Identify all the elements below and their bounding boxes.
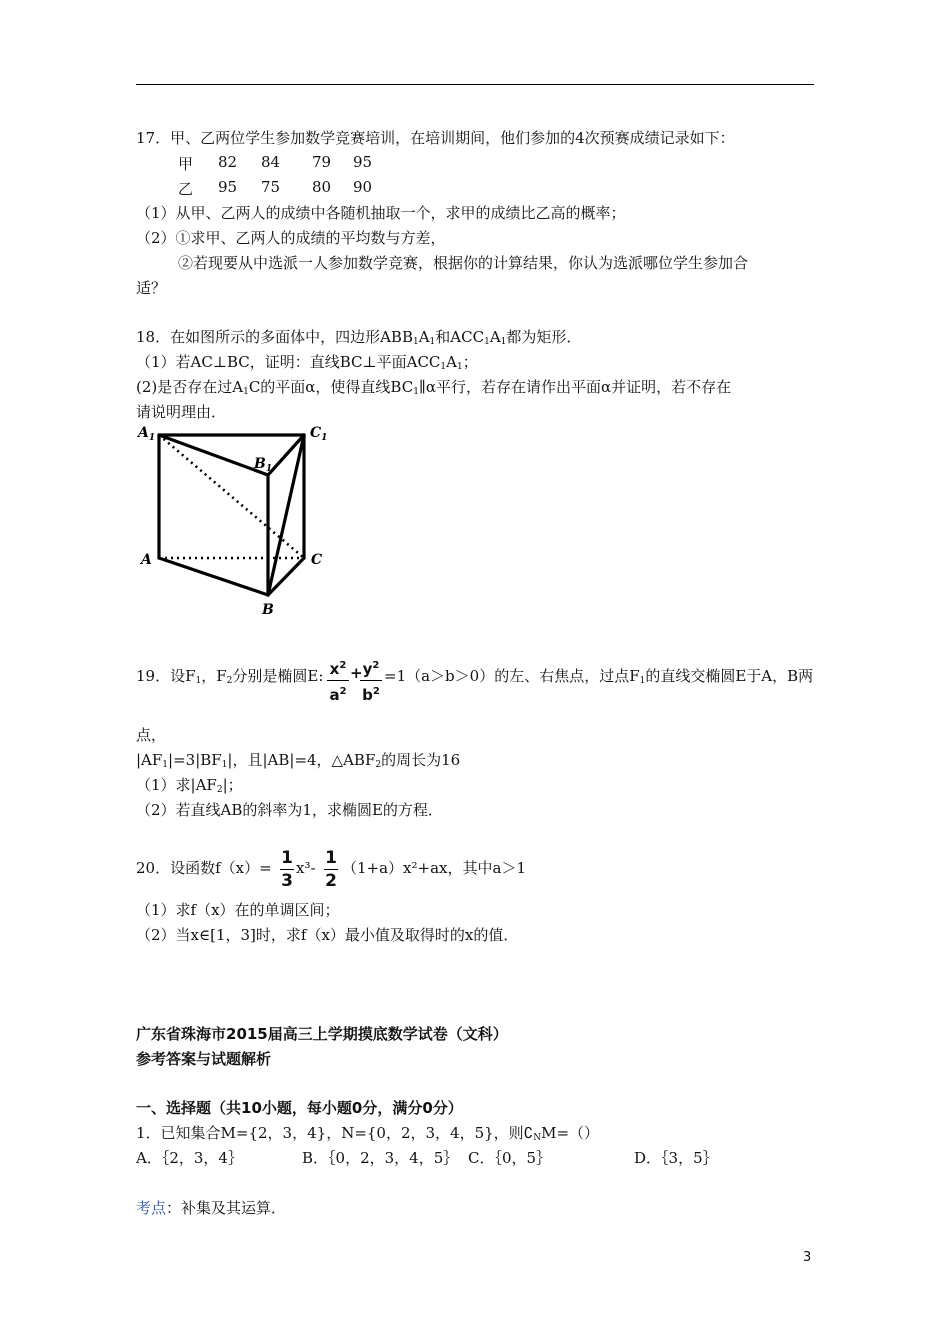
row-name: 乙 — [178, 180, 194, 198]
q20-stem-b: （1+a）x²+ax，其中a＞1 — [342, 859, 526, 877]
q20-part2: （2）当x∈[1，3]时，求f（x）最小值及取得时的x的值． — [136, 926, 519, 944]
score: 95 — [218, 178, 238, 196]
q19-stem-a: 19．设$F_1$，$F_2$分别是椭圆E: — [136, 667, 324, 686]
fraction-one-half: 1 2 — [325, 848, 337, 891]
score: 80 — [312, 178, 332, 196]
option-a: A．｛2，3，4｝ — [136, 1149, 243, 1167]
q18-part2: (2)是否存在过$A_1C$的平面α，使得直线$BC_1\parallel\alpha$平行，若存在请作出平面α并证明，若不存在 — [136, 378, 732, 397]
q17-part2c: 适？ — [136, 279, 167, 297]
edge-a1b1 — [159, 435, 268, 475]
polyhedron-figure — [136, 420, 336, 620]
q20-mid: x³- — [296, 859, 316, 877]
answer-q1: 1．已知集合M={2，3，4}，N={0，2，3，4，5}，则$∁_NM=()$ — [136, 1124, 600, 1143]
section-heading: 一、选择题（共10小题，每小题0分，满分0分） — [136, 1099, 463, 1117]
q18-part2-cont: 请说明理由． — [136, 403, 227, 421]
q19-cont: 点， — [136, 726, 167, 744]
row-name: 甲 — [178, 155, 194, 173]
answers-subtitle: 参考答案与试题解析 — [136, 1050, 272, 1068]
answers-title: 广东省珠海市2015届高三上学期摸底数学试卷（文科） — [136, 1025, 508, 1043]
label-b: B — [262, 602, 274, 618]
label-a: A — [141, 552, 152, 568]
kaodian: 考点：补集及其运算． — [136, 1199, 287, 1217]
q17-part2b: ②若现要从中选派一人参加数学竞赛，根据你的计算结果，你认为选派哪位学生参加合 — [178, 254, 749, 272]
q19-part2: （2）若直线AB的斜率为1，求椭圆E的方程． — [136, 801, 443, 819]
q19-stem-b: =1（a＞b＞0）的左、右焦点，过点$F_1$的直线交椭圆E于A，B两 — [384, 667, 814, 686]
header-rule — [136, 84, 814, 85]
q20-part1: （1）求f（x）在的单调区间； — [136, 901, 340, 919]
q20-stem-a: 20．设函数f（x）= — [136, 859, 272, 877]
label-c1: $C_1$ — [310, 425, 328, 443]
kaodian-link[interactable]: 考点 — [136, 1199, 167, 1217]
q18-part1: （1）若AC⊥BC，证明：直线BC⊥平面$ACC_1A_1$； — [136, 353, 478, 372]
q19-part1: （1）求$|AF_2|$； — [136, 776, 243, 795]
q17-stem: 17．甲、乙两位学生参加数学竞赛培训，在培训期间，他们参加的4次预赛成绩记录如下： — [136, 129, 735, 147]
score: 90 — [353, 178, 373, 196]
option-c: C．｛0，5｝ — [468, 1149, 552, 1167]
edge-ab — [159, 558, 268, 595]
option-b: B．｛0，2，3，4，5｝ — [302, 1149, 459, 1167]
label-b1: $B_1$ — [254, 456, 273, 474]
score: 75 — [261, 178, 281, 196]
label-c: C — [311, 552, 323, 568]
option-d: D．｛3，5｝ — [634, 1149, 718, 1167]
label-a1: $A_1$ — [138, 425, 156, 443]
edge-bc1 — [268, 435, 304, 595]
q17-part2a: （2）①求甲、乙两人的成绩的平均数与方差， — [136, 229, 446, 247]
fraction-y2-b2: $y^2$ $b^2$ — [360, 656, 382, 705]
plus-sign: + — [350, 664, 363, 682]
score: 84 — [261, 153, 281, 171]
fraction-one-third: 1 3 — [281, 848, 293, 891]
q17-part1: （1）从甲、乙两人的成绩中各随机抽取一个，求甲的成绩比乙高的概率； — [136, 204, 626, 222]
score: 82 — [218, 153, 238, 171]
score: 79 — [312, 153, 332, 171]
q18-stem: 18．在如图所示的多面体中，四边形$ABB_1A_1$和$ACC_1A_1$都为矩形． — [136, 328, 582, 347]
q19-given: $|AF_1|=3|BF_1|$，且|AB|=4，$\triangle ABF_2$的周长为16 — [136, 751, 461, 770]
edge-a1c-hidden — [159, 435, 304, 558]
page-number: 3 — [803, 1250, 812, 1265]
score: 95 — [353, 153, 373, 171]
fraction-x2-a2: $x^2$ $a^2$ — [327, 656, 349, 705]
